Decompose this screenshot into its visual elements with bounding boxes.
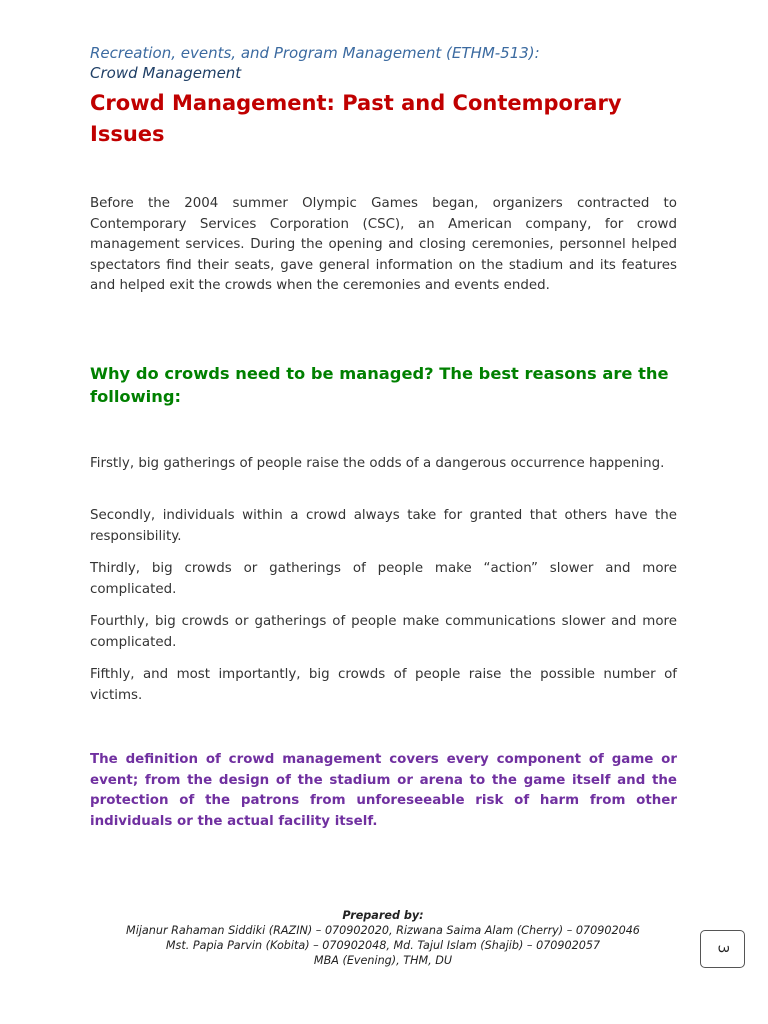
- definition-paragraph: The definition of crowd management covers every component of game or event; from the design of the stadium or arena to the game itself and the protection of the patrons from unforeseeable risk of harm from other individuals or the actual facility itself.: [90, 752, 677, 829]
- reason-paragraph-1: Firstly, big gatherings of people raise the odds of a dangerous occurrence happening.: [90, 456, 665, 471]
- topic-subtitle: Crowd Management: [90, 64, 242, 82]
- authors-line-2: Mst. Papia Parvin (Kobita) – 070902048, Md. Tajul Islam (Shajib) – 070902057: [165, 939, 601, 952]
- course-title: Recreation, events, and Program Management (ETHM-513):: [90, 44, 540, 62]
- reason-paragraph-4: Fourthly, big crowds or gatherings of people make communications slower and more complicated.: [90, 614, 677, 650]
- page-title: Crowd Management: Past and Contemporary Issues: [90, 91, 622, 146]
- reason-paragraph-5: Fifthly, and most importantly, big crowds of people raise the possible number of victims.: [90, 667, 677, 703]
- reason-paragraph-3: Thirdly, big crowds or gatherings of people make “action” slower and more complicated.: [90, 561, 677, 597]
- authors-line-1: Mijanur Rahaman Siddiki (RAZIN) – 070902020, Rizwana Saima Alam (Cherry) – 070902046: [126, 924, 640, 937]
- reasons-heading: Why do crowds need to be managed? The best reasons are the following:: [90, 364, 669, 406]
- program-line: MBA (Evening), THM, DU: [313, 954, 453, 967]
- reason-paragraph-2: Secondly, individuals within a crowd always take for granted that others have the responsibility.: [90, 508, 677, 544]
- page-number-box: [700, 930, 745, 968]
- footer-credits: [80, 908, 686, 968]
- intro-paragraph: Before the 2004 summer Olympic Games began, organizers contracted to Contemporary Services Corporation (CSC), an American company, for crowd management services. During the opening and closing ceremonies, personnel helped spectators find their seats, gave general information on the stadium and its features and helped exit the crowds when the ceremonies and events ended.: [90, 196, 677, 293]
- page-number: 3: [714, 944, 731, 954]
- prepared-by-label: Prepared by:: [342, 909, 424, 922]
